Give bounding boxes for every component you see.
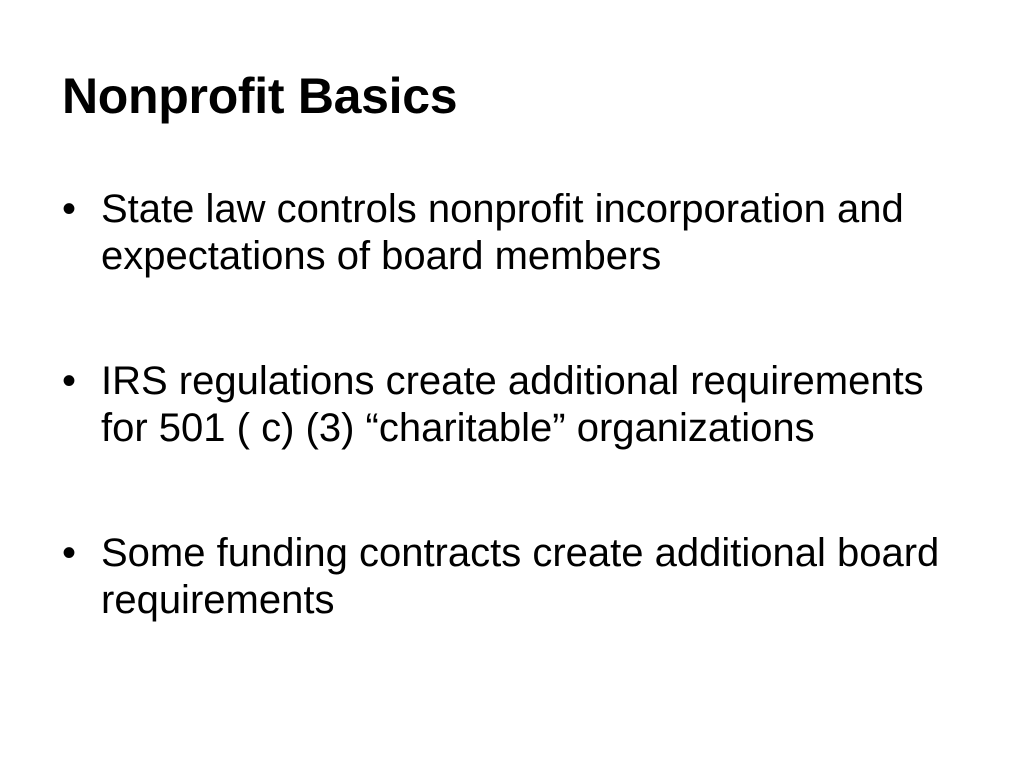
bullet-text: State law controls nonprofit incorporation and expectations of board members (101, 187, 904, 278)
slide-title: Nonprofit Basics (62, 68, 458, 124)
bullet-icon: • (62, 359, 77, 403)
bullet-list (62, 186, 962, 624)
bullet-item (62, 186, 962, 280)
bullet-icon: • (62, 187, 77, 231)
bullet-text: Some funding contracts create additional board requirements (101, 531, 940, 622)
bullet-item (62, 358, 962, 452)
bullet-item (62, 530, 962, 624)
bullet-text: IRS regulations create additional requirements for 501 ( c) (3) “charitable” organizations (101, 359, 924, 450)
bullet-icon: • (62, 531, 77, 575)
